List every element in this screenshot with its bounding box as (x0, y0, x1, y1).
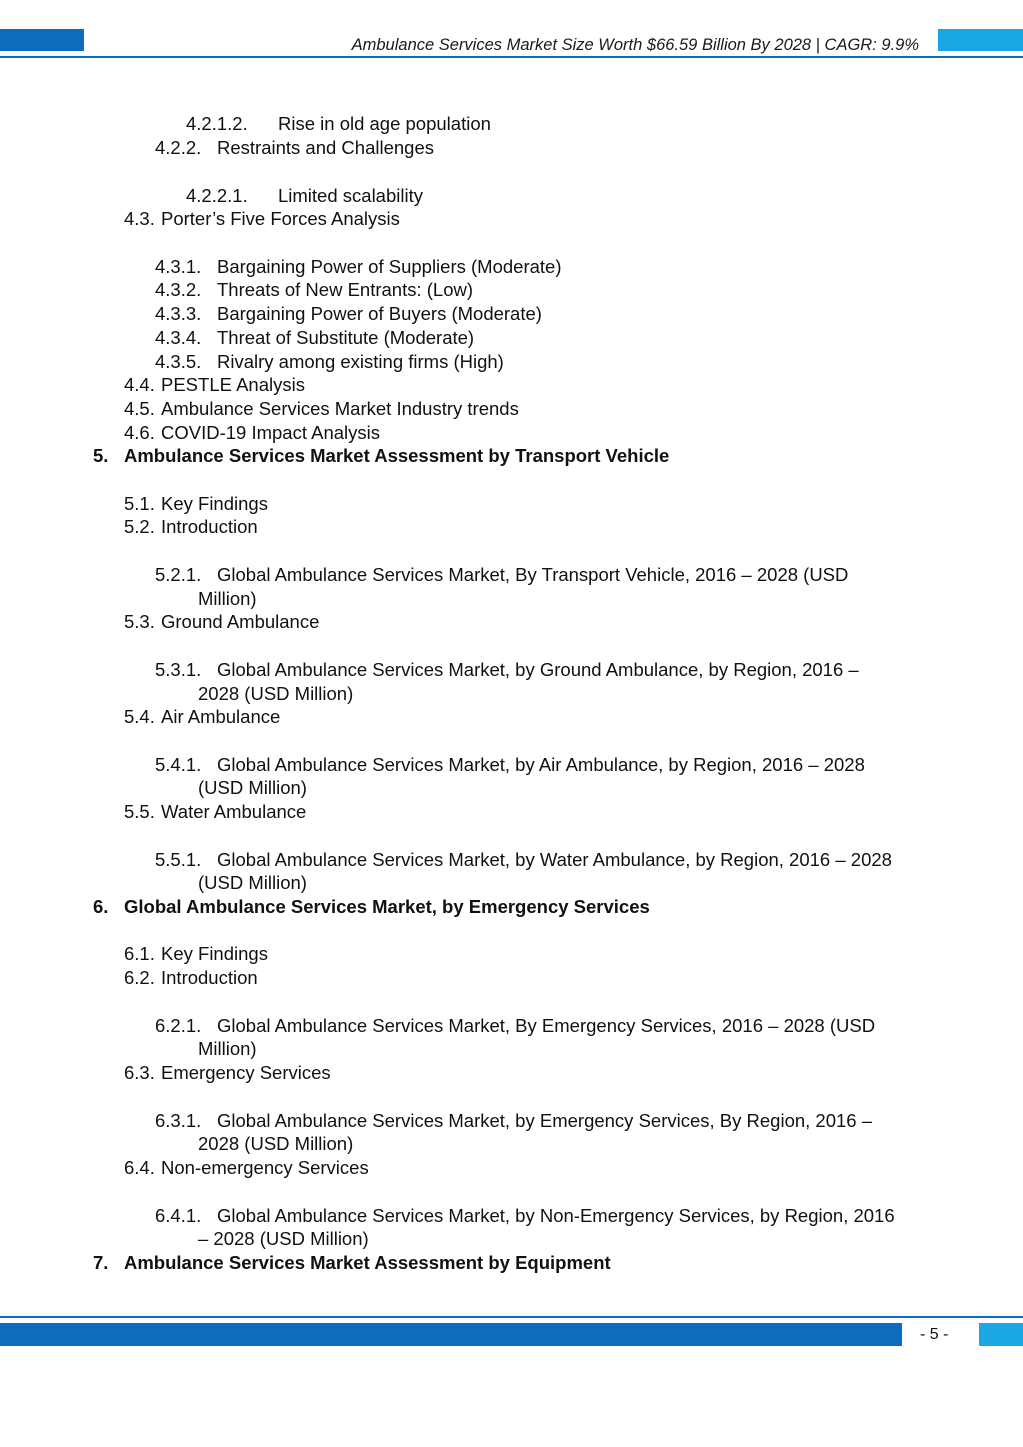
toc-text: Introduction (161, 516, 258, 537)
toc-entry-continuation (198, 1132, 353, 1156)
toc-text: Rivalry among existing firms (High) (217, 351, 504, 372)
toc-number: 5.2.1. (155, 564, 202, 585)
toc-chapter-heading (93, 895, 650, 919)
toc-entry (155, 1014, 875, 1038)
toc-entry (155, 326, 474, 350)
toc-text: Bargaining Power of Buyers (Moderate) (217, 303, 542, 324)
toc-number: 4.3.5. (155, 351, 202, 372)
toc-number: 6.3. (124, 1062, 155, 1083)
toc-entry-continuation (198, 1227, 369, 1251)
toc-entry-continuation (198, 776, 307, 800)
toc-entry (124, 705, 280, 729)
toc-text: Bargaining Power of Suppliers (Moderate) (217, 256, 562, 277)
header-accent-right (938, 29, 1023, 51)
toc-number: 6. (93, 896, 109, 917)
toc-text: Ambulance Services Market Industry trends (161, 398, 519, 419)
toc-entry (124, 492, 268, 516)
toc-number: 4.3.2. (155, 279, 202, 300)
toc-entry (124, 1061, 331, 1085)
toc-number: 4.3.4. (155, 327, 202, 348)
toc-number: 6.2.1. (155, 1015, 202, 1036)
toc-chapter-heading (93, 1251, 611, 1275)
toc-entry (155, 136, 434, 160)
toc-number: 4.2.2.1. (186, 185, 248, 206)
toc-number: 6.3.1. (155, 1110, 202, 1131)
toc-number: 5.3.1. (155, 659, 202, 680)
toc-number: 5.5.1. (155, 849, 202, 870)
toc-text: Restraints and Challenges (217, 137, 434, 158)
toc-text: PESTLE Analysis (161, 374, 305, 395)
footer-divider (0, 1316, 1023, 1318)
toc-number: 4.6. (124, 422, 155, 443)
toc-number: 4.3. (124, 208, 155, 229)
toc-entry (155, 1204, 895, 1228)
toc-text: Key Findings (161, 943, 268, 964)
toc-entry (155, 753, 865, 777)
toc-text: Global Ambulance Services Market, By Transport Vehicle, 2016 – 2028 (USD (217, 564, 849, 585)
toc-entry (155, 658, 859, 682)
toc-entry (124, 1156, 369, 1180)
toc-entry (124, 373, 305, 397)
toc-number: 5.2. (124, 516, 155, 537)
toc-text: Emergency Services (161, 1062, 331, 1083)
toc-entry (124, 397, 519, 421)
toc-number: 6.4. (124, 1157, 155, 1178)
header-divider (0, 56, 1023, 58)
toc-text: (USD Million) (198, 777, 307, 798)
toc-text: Million) (198, 1038, 257, 1059)
toc-entry-continuation (198, 682, 353, 706)
toc-text: Air Ambulance (161, 706, 281, 727)
toc-number: 5.4. (124, 706, 155, 727)
toc-text: Threats of New Entrants: (Low) (217, 279, 474, 300)
toc-number: 6.1. (124, 943, 155, 964)
toc-number: 6.2. (124, 967, 155, 988)
toc-text: Global Ambulance Services Market, by Water Ambulance, by Region, 2016 – 2028 (217, 849, 892, 870)
toc-entry (124, 942, 268, 966)
toc-text: Ground Ambulance (161, 611, 320, 632)
toc-entry (124, 966, 258, 990)
toc-text: 2028 (USD Million) (198, 683, 354, 704)
toc-entry (186, 112, 491, 136)
toc-chapter-heading (93, 444, 669, 468)
toc-text: Global Ambulance Services Market, by Ground Ambulance, by Region, 2016 – (217, 659, 859, 680)
toc-text: Global Ambulance Services Market, by Emergency Services, By Region, 2016 – (217, 1110, 873, 1131)
toc-number: 6.4.1. (155, 1205, 202, 1226)
toc-text: Global Ambulance Services Market, by Non-Emergency Services, by Region, 2016 (217, 1205, 895, 1226)
toc-number: 4.3.3. (155, 303, 202, 324)
header-accent-left (0, 29, 84, 51)
toc-text: COVID-19 Impact Analysis (161, 422, 380, 443)
toc-text: Ambulance Services Market Assessment by Transport Vehicle (124, 445, 670, 466)
toc-entry (155, 278, 473, 302)
toc-text: Million) (198, 588, 257, 609)
toc-number: 4.3.1. (155, 256, 202, 277)
toc-entry (155, 302, 542, 326)
toc-number: 5.1. (124, 493, 155, 514)
toc-entry (124, 421, 380, 445)
toc-text: 2028 (USD Million) (198, 1133, 354, 1154)
toc-entry (124, 800, 306, 824)
toc-text: – 2028 (USD Million) (198, 1228, 369, 1249)
toc-entry (155, 255, 561, 279)
toc-number: 5.4.1. (155, 754, 202, 775)
toc-entry (124, 610, 319, 634)
toc-text: (USD Million) (198, 872, 307, 893)
toc-text: Introduction (161, 967, 258, 988)
toc-number: 4.5. (124, 398, 155, 419)
toc-number: 5. (93, 445, 109, 466)
toc-entry-continuation (198, 1037, 257, 1061)
toc-number: 5.5. (124, 801, 155, 822)
toc-entry (155, 848, 892, 872)
toc-entry (155, 350, 504, 374)
toc-text: Porter’s Five Forces Analysis (161, 208, 400, 229)
toc-number: 5.3. (124, 611, 155, 632)
toc-number: 7. (93, 1252, 109, 1273)
toc-text: Limited scalability (278, 185, 423, 206)
toc-number: 4.2.2. (155, 137, 202, 158)
toc-entry (124, 515, 258, 539)
toc-number: 4.4. (124, 374, 155, 395)
toc-entry-continuation (198, 587, 257, 611)
toc-text: Global Ambulance Services Market, by Air Ambulance, by Region, 2016 – 2028 (217, 754, 865, 775)
toc-text: Global Ambulance Services Market, By Emergency Services, 2016 – 2028 (USD (217, 1015, 876, 1036)
page-number: - 5 - (920, 1326, 949, 1343)
toc-entry-continuation (198, 871, 307, 895)
header-title: Ambulance Services Market Size Worth $66.59 Billion By 2028 | CAGR: 9.9% (351, 36, 919, 54)
toc-text: Ambulance Services Market Assessment by Equipment (124, 1252, 611, 1273)
toc-entry (124, 207, 400, 231)
toc-text: Threat of Substitute (Moderate) (217, 327, 475, 348)
footer-accent-right (979, 1323, 1023, 1346)
toc-entry (186, 184, 423, 208)
toc-text: Key Findings (161, 493, 268, 514)
toc-text: Global Ambulance Services Market, by Emergency Services (124, 896, 650, 917)
toc-text: Water Ambulance (161, 801, 307, 822)
toc-text: Rise in old age population (278, 113, 491, 134)
toc-number: 4.2.1.2. (186, 113, 248, 134)
toc-entry (155, 1109, 872, 1133)
toc-entry (155, 563, 848, 587)
footer-accent-left (0, 1323, 902, 1346)
toc-text: Non-emergency Services (161, 1157, 369, 1178)
